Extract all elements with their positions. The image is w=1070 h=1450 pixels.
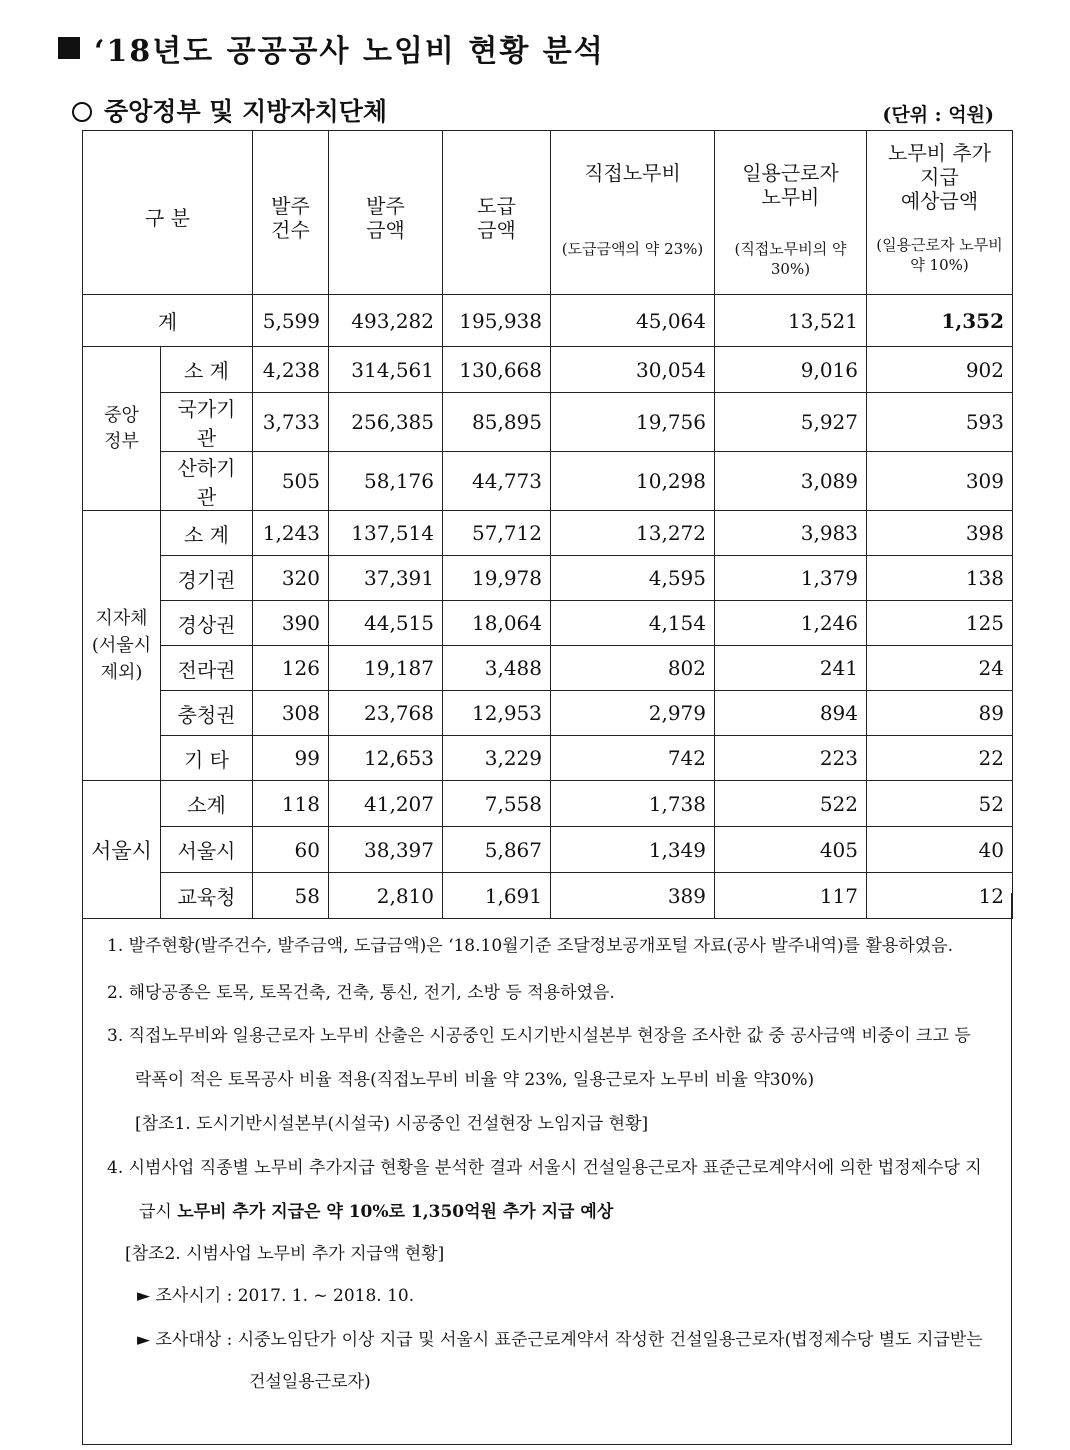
note-4-line-2: 급시 노무비 추가 지급은 약 10%로 1,350억원 추가 지급 예상	[139, 1202, 614, 1222]
page-title: ‘18년도 공공공사 노임비 현황 분석	[58, 26, 605, 70]
header-daily-labor: 일용근로자 노무비 (직접노무비의 약 30%)	[715, 131, 867, 295]
header-contract-amount: 도급 금액	[443, 131, 551, 295]
group-label-seoul: 서울시	[83, 781, 161, 919]
note-2: 2. 해당공종은 토목, 토목건축, 건축, 통신, 전기, 소방 등 적용하였음.	[107, 983, 615, 1003]
table-row: 서울시 소계 118 41,207 7,558 1,738 522 52	[83, 781, 1013, 827]
table-row: 경상권 390 44,515 18,064 4,154 1,246 125	[83, 601, 1013, 646]
table-row: 서울시 60 38,397 5,867 1,349 405 40	[83, 827, 1013, 873]
table-row: 산하기관 505 58,176 44,773 10,298 3,089 309	[83, 452, 1013, 511]
table-row: 전라권 126 19,187 3,488 802 241 24	[83, 646, 1013, 691]
survey-target-line-1: ► 조사대상 : 시중노임단가 이상 지급 및 서울시 표준근로계약서 작성한 건설일용근로자(법정제수당 별도 지급받는	[137, 1330, 983, 1350]
reference-1: [참조1. 도시기반시설본부(시설국) 시공중인 건설현장 노임지급 현황]	[135, 1114, 649, 1134]
header-order-count: 발주 건수	[253, 131, 329, 295]
header-direct-labor: 직접노무비 (도급금액의 약 23%)	[551, 131, 715, 295]
circle-bullet-icon	[72, 102, 92, 122]
unit-label: (단위 : 억원)	[882, 104, 994, 126]
header-category: 구 분	[83, 131, 253, 295]
group-label-local: 지자체 (서울시 제외)	[83, 511, 161, 781]
survey-target-line-2: 건설일용근로자)	[249, 1372, 371, 1392]
table-row: 지자체 (서울시 제외) 소 계 1,243 137,514 57,712 13,272 3,983 398	[83, 511, 1013, 556]
table-header-row	[83, 131, 1013, 295]
table-row: 국가기관 3,733 256,385 85,895 19,756 5,927 593	[83, 393, 1013, 452]
note-3-line-2: 락폭이 적은 토목공사 비율 적용(직접노무비 비율 약 23%, 일용근로자 노무비 비율 약30%)	[135, 1070, 815, 1090]
labor-cost-table	[82, 130, 1013, 919]
table-row: 경기권 320 37,391 19,978 4,595 1,379 138	[83, 556, 1013, 601]
square-bullet-icon	[58, 37, 80, 59]
reference-2: [참조2. 시범사업 노무비 추가 지급액 현황]	[125, 1244, 445, 1264]
table-row: 기 타 99 12,653 3,229 742 223 22	[83, 736, 1013, 781]
notes-box	[82, 893, 1012, 1445]
header-order-amount: 발주 금액	[329, 131, 443, 295]
header-extra-pay: 노무비 추가 지급 예상금액 (일용근로자 노무비 약 10%)	[867, 131, 1013, 295]
note-1: 1. 발주현황(발주건수, 발주금액, 도급금액)은 ‘18.10월기준 조달정보공개포털 자료(공사 발주내역)를 활용하였음.	[107, 936, 953, 956]
survey-period: ► 조사시기 : 2017. 1. ~ 2018. 10.	[137, 1286, 415, 1306]
table-row: 교육청 58 2,810 1,691 389 117 12	[83, 873, 1013, 919]
table-row: 중앙 정부 소 계 4,238 314,561 130,668 30,054 9,016 902	[83, 347, 1013, 393]
section-subtitle: 중앙정부 및 지방자치단체	[72, 92, 387, 128]
group-label-central: 중앙 정부	[83, 347, 161, 511]
table-row-total: 계 5,599 493,282 195,938 45,064 13,521 1,352	[83, 295, 1013, 347]
table-row: 충청권 308 23,768 12,953 2,979 894 89	[83, 691, 1013, 736]
note-4-line-1: 4. 시범사업 직종별 노무비 추가지급 현황을 분석한 결과 서울시 건설일용근로자 표준근로계약서에 의한 법정제수당 지	[107, 1158, 982, 1178]
note-3-line-1: 3. 직접노무비와 일용근로자 노무비 산출은 시공중인 도시기반시설본부 현장을 조사한 값 중 공사금액 비중이 크고 등	[107, 1026, 971, 1046]
